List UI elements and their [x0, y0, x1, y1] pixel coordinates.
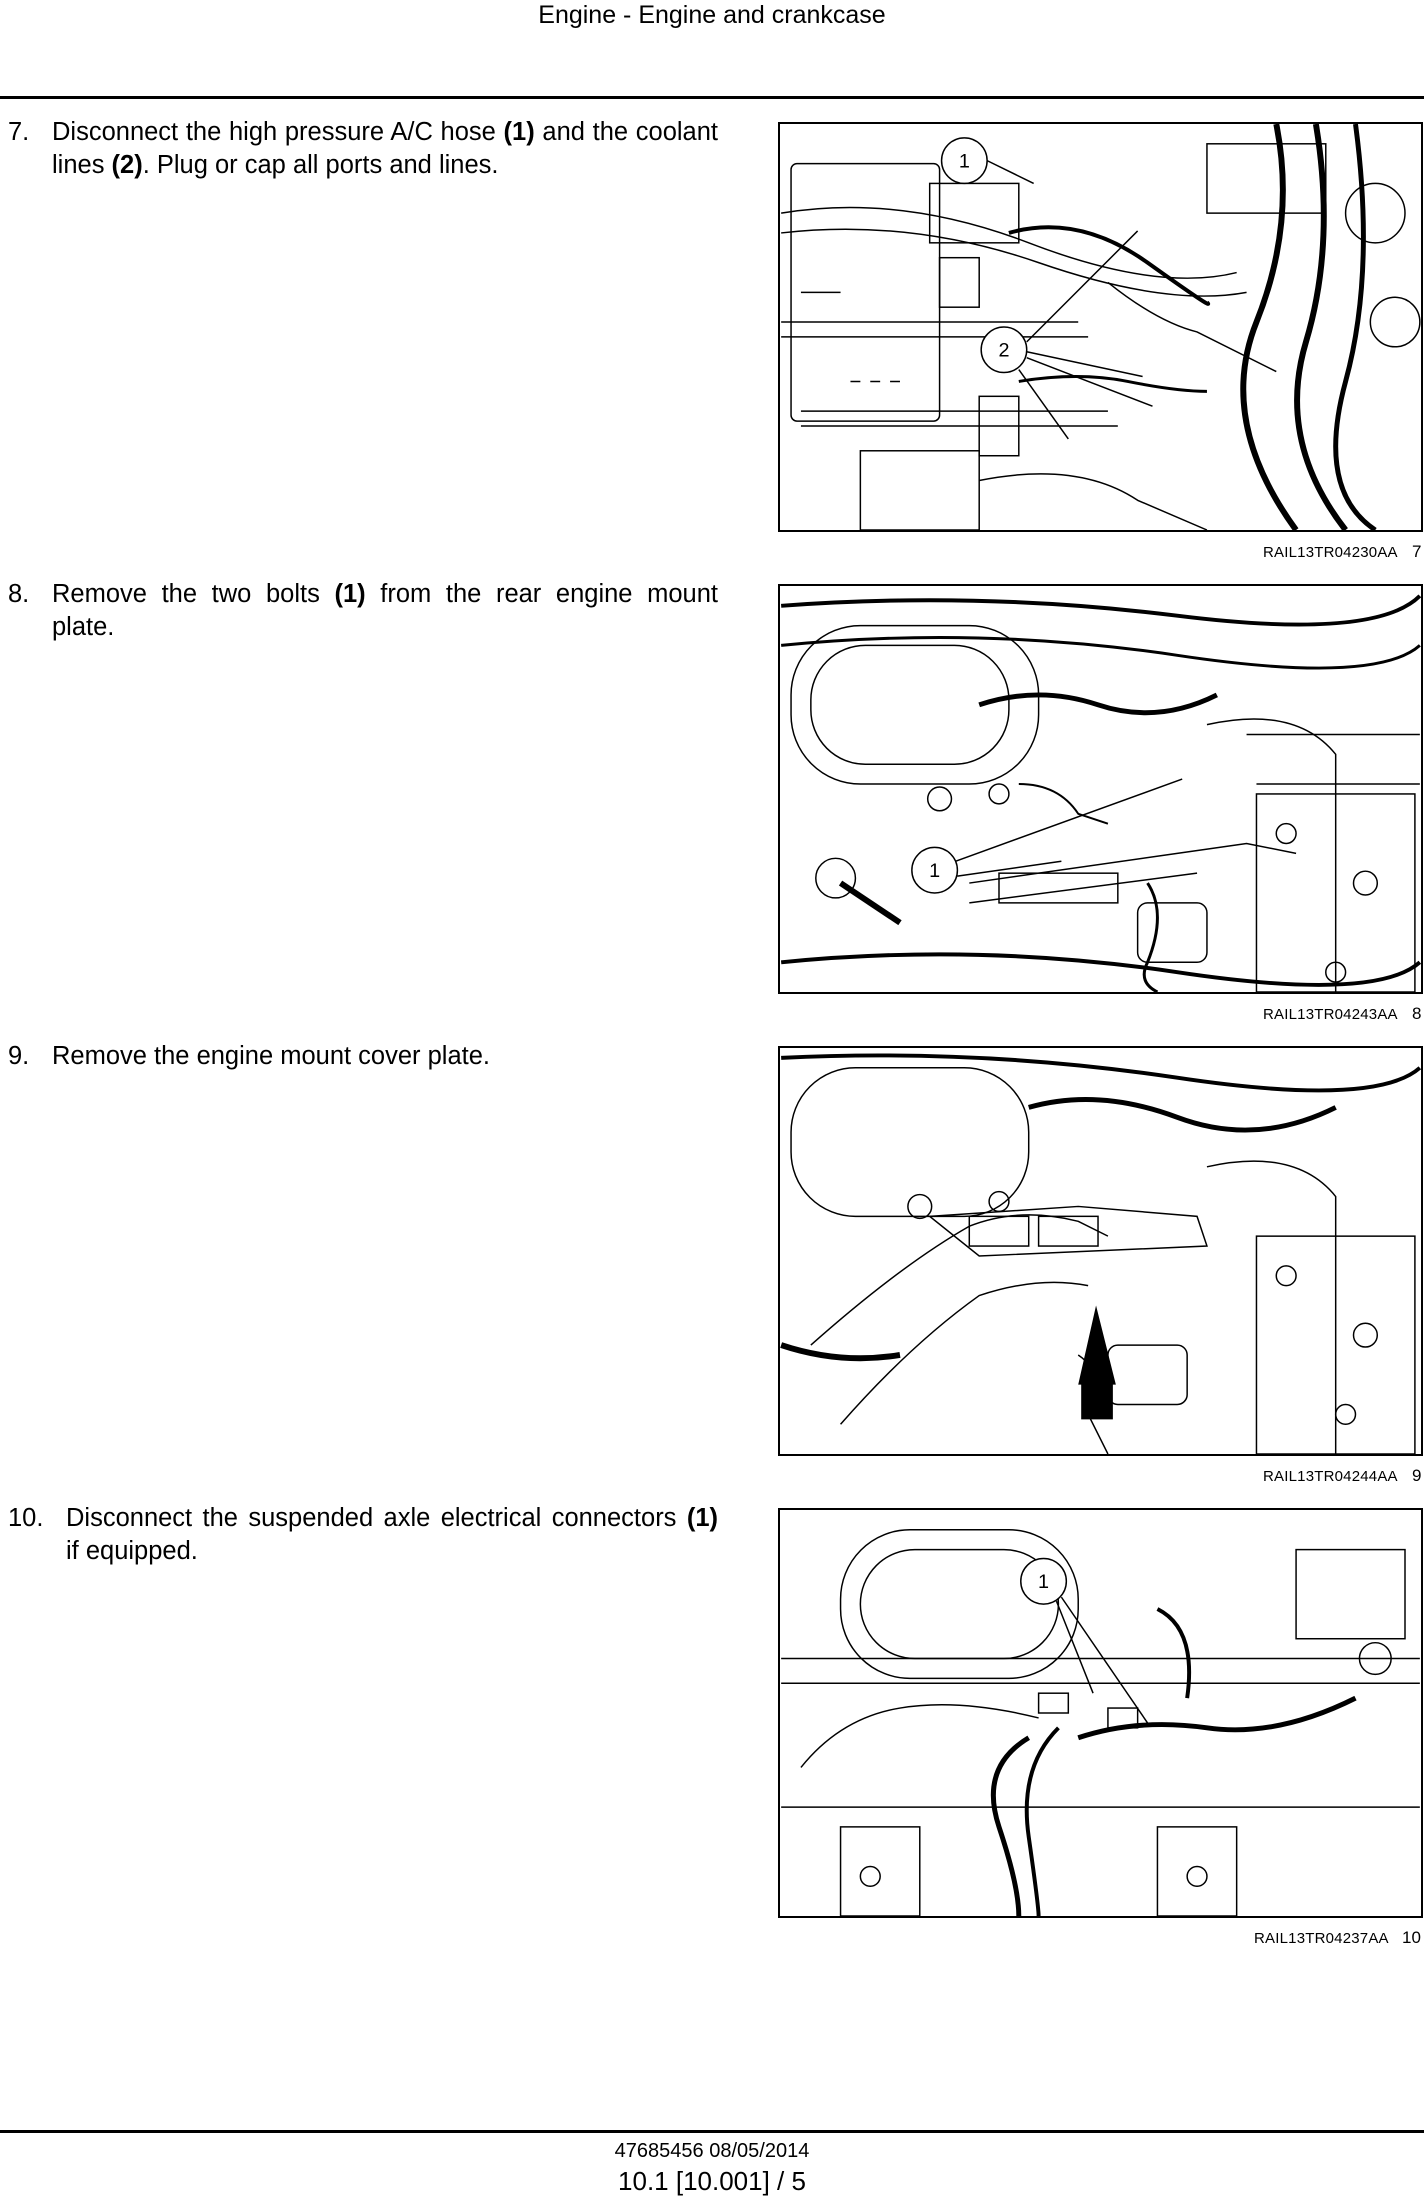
- page-title: Engine - Engine and crankcase: [538, 1, 886, 29]
- callout-2: 2: [998, 339, 1010, 362]
- figure-number: 10: [1402, 1928, 1421, 1947]
- step-text: Remove the engine mount cover plate.: [52, 1042, 491, 1070]
- footer-rule: [0, 2130, 1424, 2133]
- step-9: [8, 1040, 718, 1073]
- figure-caption: RAIL13TR04237AA: [1254, 1930, 1389, 1947]
- figure-number: 7: [1412, 542, 1422, 561]
- figure-number: 8: [1412, 1004, 1422, 1023]
- engine-line-drawing: [780, 586, 1421, 992]
- engine-line-drawing: [780, 1048, 1421, 1454]
- step-8: [8, 578, 718, 644]
- step-number: 9.: [8, 1042, 30, 1070]
- figure-8-illustration: [778, 584, 1423, 994]
- figure-number: 9: [1412, 1466, 1422, 1485]
- step-text: Disconnect the high pressure A/C hose (1) and the coolant lines (2). Plug or cap all ports and lines.: [52, 118, 719, 179]
- arrow-up-icon: [1078, 1305, 1116, 1419]
- figure-caption: RAIL13TR04230AA: [1263, 544, 1398, 561]
- page-header: [0, 0, 1424, 40]
- callout-1: 1: [929, 860, 941, 883]
- page-reference: 10.1 [10.001] / 5: [618, 2166, 806, 2196]
- document-id: 47685456 08/05/2014: [614, 2140, 810, 2162]
- engine-line-drawing: [780, 1510, 1421, 1916]
- callout-1: 1: [958, 150, 970, 173]
- callout-1: 1: [1038, 1571, 1050, 1594]
- step-10: [8, 1502, 718, 1568]
- figure-9-illustration: [778, 1046, 1423, 1456]
- header-rule: [0, 96, 1424, 99]
- step-number: 8.: [8, 580, 30, 608]
- step-text: Remove the two bolts (1) from the rear engine mount plate.: [52, 580, 718, 641]
- figure-10-illustration: [778, 1508, 1423, 1918]
- engine-line-drawing: [780, 124, 1421, 530]
- step-number: 10.: [8, 1504, 44, 1532]
- step-7: [8, 116, 718, 182]
- figure-caption: RAIL13TR04244AA: [1263, 1468, 1398, 1485]
- step-number: 7.: [8, 118, 30, 146]
- figure-caption: RAIL13TR04243AA: [1263, 1006, 1398, 1023]
- step-text: Disconnect the suspended axle electrical connectors (1) if equipped.: [66, 1504, 718, 1565]
- figure-7-illustration: [778, 122, 1423, 532]
